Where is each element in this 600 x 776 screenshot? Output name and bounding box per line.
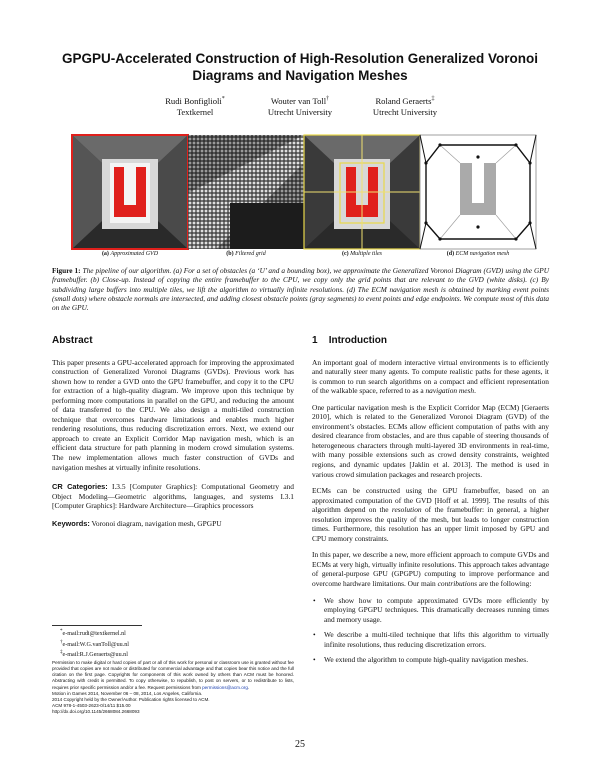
subfigure-b-image: [188, 135, 304, 249]
subfigure-label: (c): [342, 251, 349, 257]
author-name: Rudi Bonfiglioli: [165, 95, 222, 106]
figure-caption-lead: Figure 1:: [52, 266, 81, 275]
isbn-line: ACM 978-1-4503-2623-0/14/11 $15.00: [52, 703, 131, 709]
subfigure-caption-c: [302, 251, 422, 257]
subfigure-text: ECM navigation mesh: [455, 251, 510, 257]
subfigure-d-image: [420, 135, 536, 249]
keywords-label: Keywords:: [52, 518, 90, 528]
permission-text-end: .: [247, 684, 250, 690]
venue-line: Motion in Games 2014, November 06 – 08, 2014, Los Angeles, California.: [52, 690, 203, 696]
permission-text: Permission to make digital or hard copies of part or all of this work for personal or classroom use is granted without fee provided that copies are not made or distributed for commercial advantage and that copies bear this notice and the full citation on the first page. Copyrights for components of this work owned by others than ACM must be honored. Abstracting with credit is permitted. To copy otherwise, to republish, to post on servers, or to redistribute to lists, requires prior specific permission and/or a fee. Request permissions from: [52, 660, 294, 690]
subfigure-label: (a): [101, 251, 109, 257]
intro-paragraph-4: [312, 550, 549, 588]
footnote-mark: †: [60, 638, 63, 645]
introduction-heading: [312, 336, 549, 346]
bullet-icon: •: [313, 595, 316, 605]
author-affiliation: Utrecht University: [267, 106, 333, 117]
bullet-icon: •: [313, 630, 316, 640]
emphasis: contributions: [437, 579, 478, 589]
footnote-rule: [52, 625, 142, 626]
footnote-mark: ‡: [60, 649, 63, 656]
list-item: [313, 630, 549, 649]
left-column: [52, 336, 294, 535]
subfigure-caption-b: [186, 251, 306, 257]
paper-title: GPGPU-Accelerated Construction of High-Resolution Generalized Voronoi Diagrams and Navigation Meshes: [61, 51, 539, 83]
text-span: of the framebuffer: in general, a higher resolution improves the quality of the mesh, but leads to longer construction times. Furthermore, this resolution has an upper limit imposed by GPU and CPU memory constraints.: [312, 505, 550, 543]
abstract-text: This paper presents a GPU-accelerated approach for improving the approximated construction of Generalized Voronoi Diagrams (GVDs). Previous work has shown how to render a GVD onto the GPU framebuffer, and copy it to the CPU for extraction of a high-quality diagram. We improve upon this technique by performing more computations in parallel on the GPU, and reducing the amount of data transferred to the CPU. We also design a multi-tiled construction technique that overcomes hardware limitations and enables much higher rendering resolutions, thus reducing discretization errors. Next, we extend our approach to create an Explicit Corridor Map navigation mesh, which is an efficient data structure for path planning in modern crowd simulation systems. The new implementation allows much faster construction of GVDs and navigation meshes at virtually infinite resolutions.: [52, 357, 294, 472]
footnote-2: [60, 639, 294, 650]
footnote-text: e-mail:rudi@textkernel.nl: [62, 631, 126, 638]
author-3: [340, 94, 470, 118]
list-item-text: We describe a multi-tiled technique that lifts this algorithm to virtually infinite resolutions, thus reducing discretization errors.: [324, 630, 549, 649]
subfigure-caption-d: [418, 251, 538, 257]
section-title: Introduction: [328, 335, 388, 346]
author-name: Roland Geraerts: [375, 95, 432, 106]
footnote-text: e-mail:W.G.vanToll@uu.nl: [62, 641, 129, 648]
doi-line: http://dx.doi.org/10.1145/2668084.2668093: [52, 709, 140, 715]
subfigure-label: (b): [226, 251, 234, 257]
text-span: .: [474, 386, 476, 396]
subfigure-label: (d): [446, 251, 455, 257]
intro-paragraph-1: [312, 358, 549, 396]
text-span: In this paper, we describe a new, more efficient approach to compute GVDs and ECMs at very high, virtually infinite resolutions. This approach takes advantage of general-purpose GPU (GPGPU) computing to improve performance and overcome hardware limitations. Our main: [312, 550, 549, 589]
list-item-text: We show how to compute approximated GVDs more efficiently by employing GPGPU techniques. This dramatically decreases running times and memory usage.: [324, 595, 549, 624]
emphasis: resolution: [391, 505, 422, 515]
subfigure-c-image: [304, 135, 420, 249]
text-span: are the following:: [477, 579, 532, 589]
list-item-text: We extend the algorithm to compute high-quality navigation meshes.: [324, 655, 529, 665]
cr-categories-label: CR Categories:: [52, 482, 108, 492]
footnote-text: e-mail:R.J.Geraerts@uu.nl: [62, 652, 128, 659]
figure-1-images: [0, 133, 600, 251]
footnote-3: [60, 649, 294, 660]
text-span: An important goal of modern interactive virtual environments is to efficiently and naturally steer many agents. To compute realistic paths for these agents, it is common to run search algorithms on a compact and efficient representation of the walkable space, referred to as a: [312, 357, 549, 396]
text-span: ECMs can be constructed using the GPU framebuffer, based on an approximated computation of the GVD [Hoff et al. 1999]. The results of this algorithm depend on the: [312, 486, 549, 515]
intro-paragraph-2: One particular navigation mesh is the Explicit Corridor Map (ECM) [Geraerts 2010], which is related to the Generalized Voronoi Diagram (GVD) of the environment’s obstacles. ECMs allow efficient computation of paths with any desired clearance from obstacles, and are thus capable of steering thousands of heterogeneous characters through multi-layered 3D environments in real-time, with many possible extensions such as crowd density constraints, weighted regions, and dynamic updates [Jaklin et al. 2013]. The method is used in various crowd simulation packages and research projects.: [312, 402, 549, 479]
subfigure-caption-a: [70, 251, 190, 257]
page-number: 25: [295, 739, 305, 750]
subfigure-a-image: [72, 135, 188, 249]
permissions-email-link[interactable]: permissions@acm.org: [202, 684, 248, 690]
emphasis: navigation mesh: [425, 386, 475, 396]
footnote-mark: *: [60, 628, 63, 634]
permission-block: [52, 660, 294, 715]
author-mark: †: [326, 96, 330, 102]
subfigure-text: Filtered grid: [235, 251, 266, 257]
footnote-1: [60, 628, 294, 639]
cr-categories-text: I.3.5 [Computer Graphics]: Computational Geometry and Object Modeling—Geometric algorithms, languages, and systems I.3.1 [Computer Graphics]: Hardware Architecture—Graphics processors: [52, 482, 294, 511]
footnotes: [60, 628, 294, 660]
abstract-heading: Abstract: [52, 335, 93, 346]
list-item: [313, 655, 549, 665]
figure-caption-text: The pipeline of our algorithm. (a) For a set of obstacles (a ‘U’ and a bounding box), we approximate the Generalized Voronoi Diagram (GVD) using the GPU framebuffer. (b) Close-up. Instead of copying the entire framebuffer to the CPU, we copy only the grid points that are relevant to the GVD (white disks). (c) By subdividing large buffers into multiple tiles, we lift the algorithm to virtually infinite resolutions. (d) The ECM navigation mesh is obtained by marking event points (small dots) where obstacle normals are intersected, and adding closest obstacle points (gray segments) to event points and edge endpoints. We compute most of this data on the GPU.: [52, 266, 549, 313]
subfigure-text: Multiple tiles: [350, 251, 382, 257]
author-mark: *: [221, 96, 225, 102]
right-column: [312, 336, 549, 671]
list-item: [313, 595, 549, 625]
figure-caption: [52, 266, 549, 312]
keywords: [52, 519, 294, 529]
author-affiliation: Utrecht University: [372, 106, 438, 117]
author-affiliation: Textkernel: [176, 106, 214, 117]
intro-paragraph-3: [312, 486, 549, 543]
bullet-icon: •: [313, 655, 316, 665]
contributions-list: [312, 596, 549, 665]
keywords-text: Voronoi diagram, navigation mesh, GPGPU: [91, 518, 222, 528]
author-name: Wouter van Toll: [270, 95, 327, 106]
cr-categories: [52, 482, 294, 511]
section-number: 1: [312, 335, 318, 346]
author-mark: ‡: [431, 96, 435, 102]
subfigure-text: Approximated GVD: [110, 251, 159, 257]
copyright-line: 2014 Copyright held by the Owner/Author. Publication rights licensed to ACM.: [52, 696, 210, 702]
